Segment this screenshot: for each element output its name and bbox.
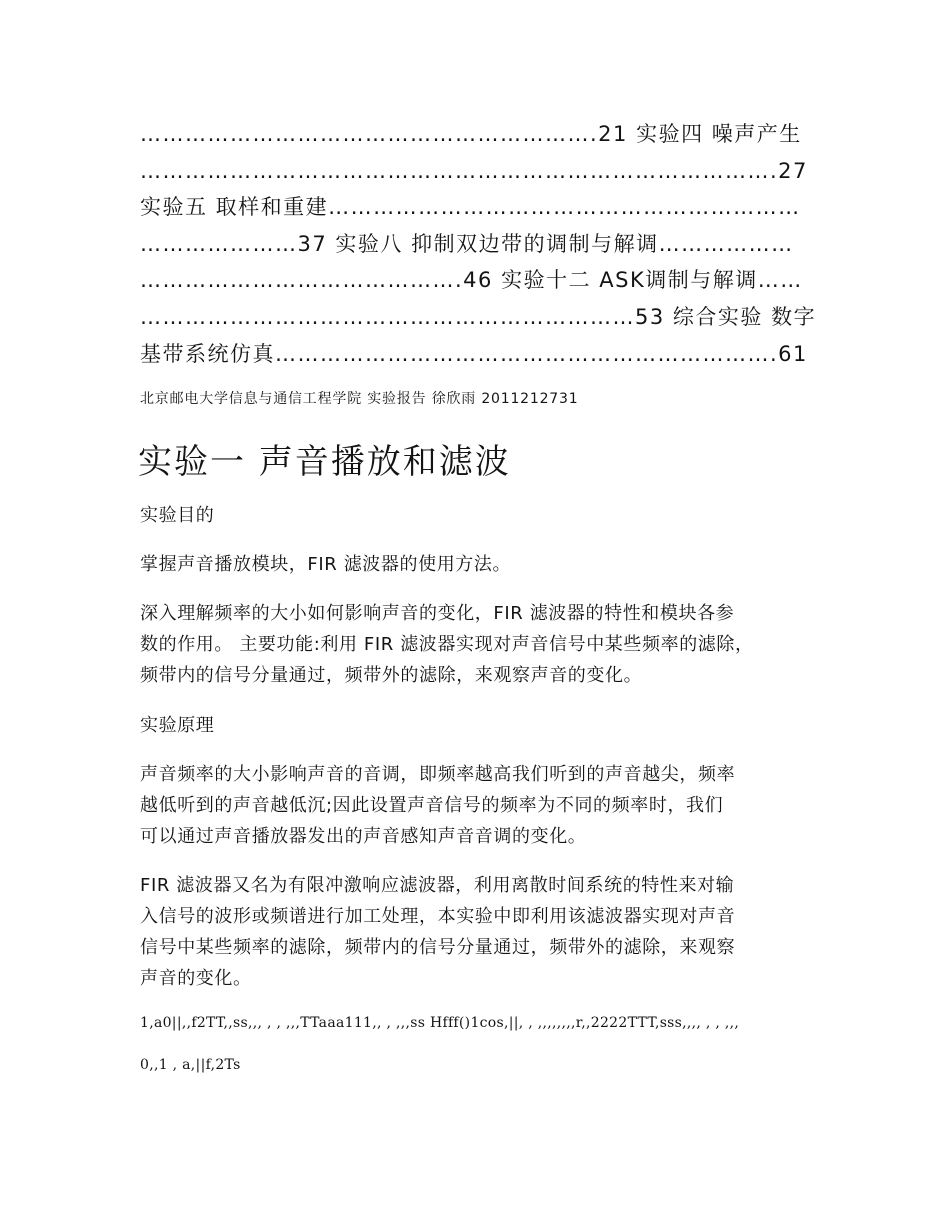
report-header: 北京邮电大学信息与通信工程学院 实验报告 徐欣雨 2011212731 [140,391,579,407]
paragraph-line: 越低听到的声音越低沉;因此设置声音信号的频率为不同的频率时，我们 [140,795,724,816]
section-title-purpose [140,500,830,531]
section-title-principle [140,710,830,741]
toc-line: 实验五 取样和重建……………………………………………………… [140,195,801,220]
formula-line-2: 0,,1 , a,||f,2Ts [140,1057,241,1073]
paragraph-line: FIR 滤波器又名为有限冲激响应滤波器，利用离散时间系统的特性来对输 [140,875,735,896]
toc-line: …………………37 实验八 抑制双边带的调制与解调……………… [140,231,794,256]
paragraph-line: 声音的变化。 [140,968,252,989]
purpose-paragraph-2 [140,598,830,691]
toc-line: 基带系统仿真………………………………………………………….61 [140,341,808,366]
paragraph-line: 频带内的信号分量通过，频带外的滤除，来观察声音的变化。 [140,665,643,686]
toc-line: …………………………………….46 实验十二 ASK调制与解调…… [140,268,803,293]
purpose-paragraph-1 [140,549,830,580]
formula-line-1: 1,a0||,,f2TT,,ss,,, , , ,,,TTaaa111,, , ,,,ss Hfff()1cos,||, , ,,,,,,,,r,,2222TTT,sss,,,, , , ,,, [140,1015,740,1031]
toc-line: ………………………………………………………………………….27 [140,158,808,183]
paragraph-line: 信号中某些频率的滤除，频带内的信号分量通过，频带外的滤除，来观察 [140,937,736,958]
paragraph-line: 掌握声音播放模块，FIR 滤波器的使用方法。 [140,554,512,575]
table-of-contents [140,116,830,372]
paragraph-line: 声音频率的大小影响声音的音调，即频率越高我们听到的声音越尖，频率 [140,764,736,785]
toc-line: …………………………………………………………53 综合实验 数字 [140,304,817,329]
toc-line: …………………………………………………….21 实验四 噪声产生 [140,122,802,146]
paragraph-line: 可以通过声音播放器发出的声音感知声音音调的变化。 [140,826,587,847]
section-title: 实验原理 [140,715,215,736]
principle-paragraph-1 [140,759,830,852]
paragraph-line: 深入理解频率的大小如何影响声音的变化，FIR 滤波器的特性和模块各参 [140,603,735,624]
principle-paragraph-2 [140,870,830,994]
paragraph-line: 数的作用。 主要功能:利用 FIR 滤波器实现对声音信号中某些频率的滤除， [140,634,754,655]
page-title: 实验一 声音播放和滤波 [138,442,511,482]
section-title: 实验目的 [140,505,215,526]
paragraph-line: 入信号的波形或频谱进行加工处理，本实验中即利用该滤波器实现对声音 [140,906,736,927]
